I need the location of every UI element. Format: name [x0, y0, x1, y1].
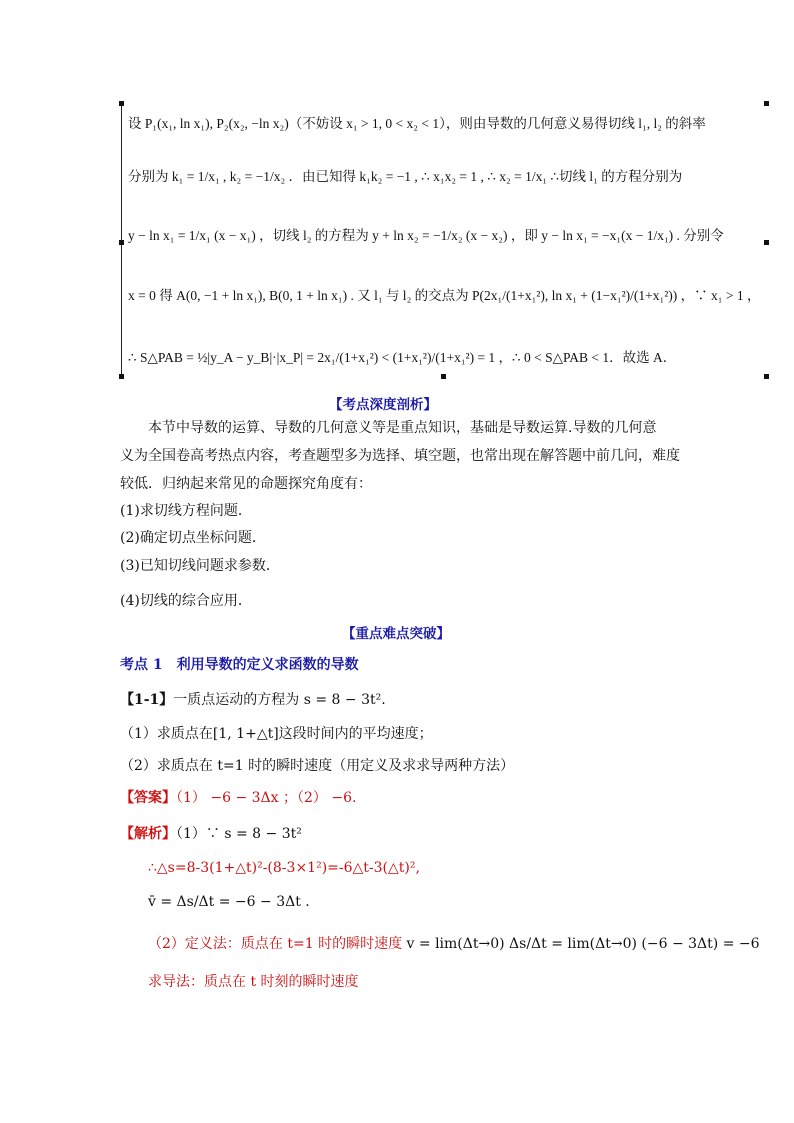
- analysis-paragraph-line-1: 本节中导数的运算、导数的几何意义等是重点知识，基础是导数运算.导数的几何意: [148, 420, 657, 436]
- box-corner-tl: [119, 101, 124, 106]
- breakthrough-heading: 【重点难点突破】: [342, 626, 450, 642]
- answer-text: （1） −6 − 3Δx ；（2） −6.: [176, 790, 357, 806]
- solution-line-4-label: （2）定义法：质点在 t=1 时的瞬时速度: [148, 936, 403, 952]
- analysis-paragraph-line-3: 较低．归纳起来常见的命题探究角度有：: [120, 476, 372, 492]
- solution-box-line-4: x = 0 得 A(0, −1 + ln x₁), B(0, 1 + ln x₁) . 又 l₁ 与 l₂ 的交点为 P(2x₁/(1+x₁²), ln x₁ + (1−x₁²)/(1+x₁²)) ，∵ x₁ > 1 ，: [128, 288, 761, 303]
- solution-line-4: [148, 930, 760, 958]
- analysis-paragraph-line-2: 义为全国卷高考热点内容，考查题型多为选择、填空题，也常出现在解答题中前几问，难度: [120, 448, 680, 464]
- solution-line-3: v̄ = Δs/Δt = −6 − 3Δt .: [148, 894, 310, 910]
- box-corner-br: [764, 374, 769, 379]
- solution-box-line-5: ∴ S△PAB = ½|y_A − y_B|·|x_P| = 2x₁/(1+x₁²) < (1+x₁²)/(1+x₁²) = 1 ，∴ 0 < S△PAB < 1．故选 A．: [128, 350, 677, 365]
- analysis-heading: 【考点深度剖析】: [329, 397, 437, 413]
- box-mark-bottom-mid: [441, 374, 446, 379]
- problem-question-2: （2）求质点在 t=1 时的瞬时速度（用定义及求求导两种方法）: [120, 758, 515, 774]
- solution-line-5: 求导法：质点在 t 时刻的瞬时速度: [148, 974, 359, 990]
- box-mark-right-mid: [764, 240, 769, 245]
- kaodian-title: 考点 1 利用导数的定义求函数的导数: [120, 657, 359, 673]
- answer-tag: 【答案】: [120, 790, 176, 806]
- solution-line-2: ∴△s=8-3(1+△t)²-(8-3×1²)=-6△t-3(△t)²,: [148, 860, 420, 876]
- analysis-item: (3)已知切线问题求参数．: [120, 558, 280, 574]
- solution-box-line-2: 分别为 k₁ = 1/x₁ , k₂ = −1/x₂ ．由已知得 k₁k₂ = −1 , ∴ x₁x₂ = 1 , ∴ x₂ = 1/x₁ ∴切线 l₁ 的方程分别为: [128, 169, 683, 184]
- analysis-item: (1)求切线方程问题．: [120, 503, 252, 519]
- solution-tag: 【解析】: [120, 826, 176, 842]
- problem-stem-text: 一质点运动的方程为 s = 8 − 3t².: [173, 692, 386, 708]
- answer-line: [120, 784, 356, 812]
- analysis-item: (2)确定切点坐标问题．: [120, 530, 266, 546]
- problem-tag: 【1-1】: [120, 692, 174, 708]
- box-corner-bl: [119, 374, 124, 379]
- problem-question-1: （1）求质点在[1, 1+△t]这段时间内的平均速度；: [120, 726, 433, 742]
- solution-box-line-3: y − ln x₁ = 1/x₁ (x − x₁) ，切线 l₂ 的方程为 y + ln x₂ = −1/x₂ (x − x₂) ，即 y − ln x₁ = −x₁(x − 1/x₁) . 分别令: [128, 228, 724, 243]
- problem-stem: [120, 686, 386, 714]
- solution-line-4-math: v = lim(Δt→0) Δs/Δt = lim(Δt→0) (−6 − 3Δt) = −6: [406, 936, 760, 952]
- box-corner-tr: [764, 101, 769, 106]
- solution-line-1-text: （1）∵ s = 8 − 3t²: [176, 826, 302, 842]
- box-mark-left-mid: [119, 240, 124, 245]
- analysis-item: (4)切线的综合应用．: [120, 593, 252, 609]
- solution-line-1: [120, 820, 302, 848]
- solution-box-line-1: 设 P₁(x₁, ln x₁), P₂(x₂, −ln x₂)（不妨设 x₁ > 1, 0 < x₂ < 1），则由导数的几何意义易得切线 l₁, l₂ 的斜率: [128, 116, 706, 131]
